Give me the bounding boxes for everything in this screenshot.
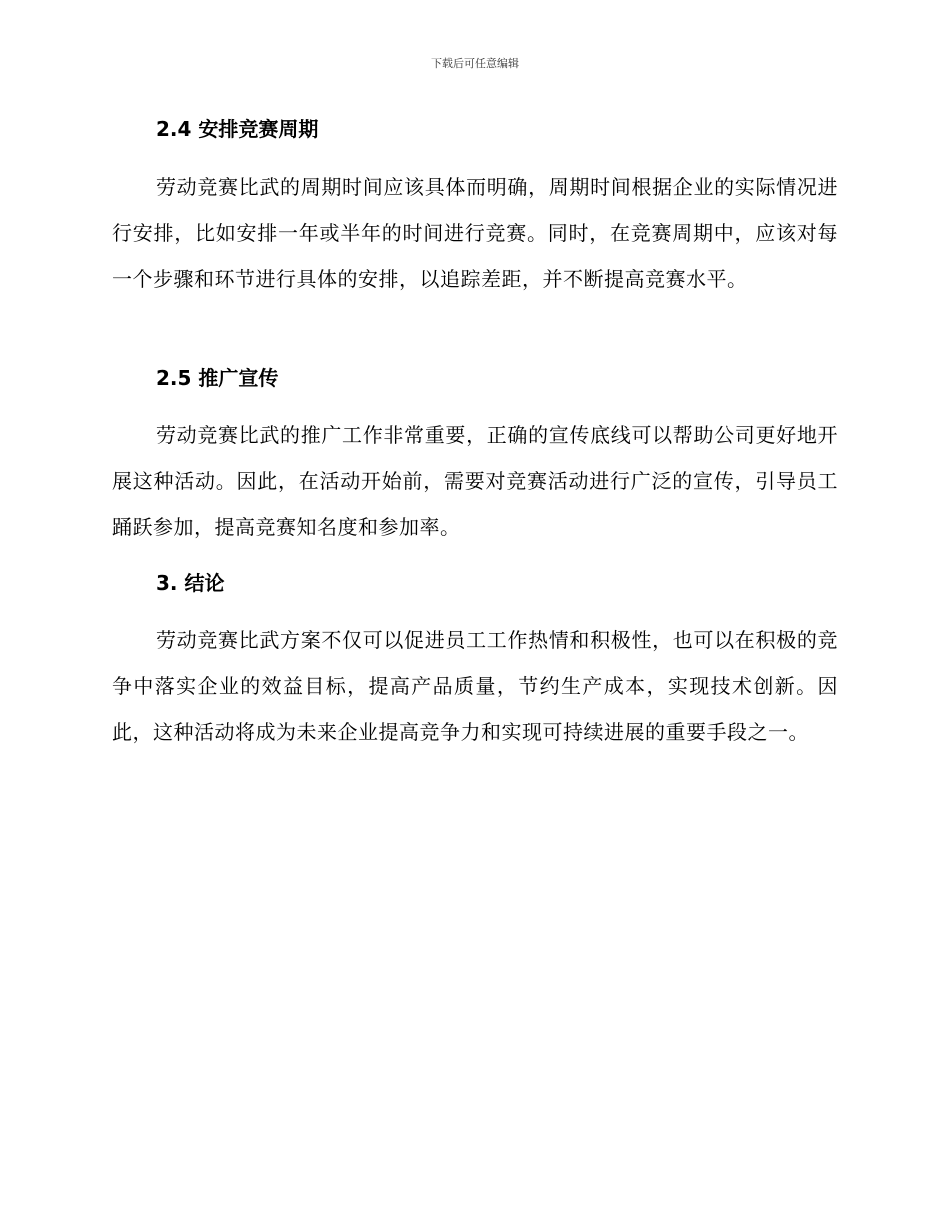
section-heading-schedule: 2.4 安排竞赛周期 bbox=[156, 117, 319, 141]
page-header-note: 下载后可任意编辑 bbox=[431, 57, 519, 70]
section-paragraph-schedule: 劳动竞赛比武的周期时间应该具体而明确，周期时间根据企业的实际情况进行安排，比如安排一年或半年的时间进行竞赛。同时，在竞赛周期中，应该对每一个步骤和环节进行具体的安排，以追踪差距，并不断提高竞赛水平。 bbox=[112, 175, 838, 291]
section-paragraph-conclusion: 劳动竞赛比武方案不仅可以促进员工工作热情和积极性，也可以在积极的竞争中落实企业的效益目标，提高产品质量，节约生产成本，实现技术创新。因此，这种活动将成为未来企业提高竞争力和实现可持续进展的重要手段之一。 bbox=[112, 628, 838, 744]
section-paragraph-promotion: 劳动竞赛比武的推广工作非常重要，正确的宣传底线可以帮助公司更好地开展这种活动。因此，在活动开始前，需要对竞赛活动进行广泛的宣传，引导员工踊跃参加，提高竞赛知名度和参加率。 bbox=[112, 423, 838, 539]
section-heading-conclusion: 3. 结论 bbox=[156, 571, 225, 595]
section-heading-promotion: 2.5 推广宣传 bbox=[156, 366, 279, 390]
